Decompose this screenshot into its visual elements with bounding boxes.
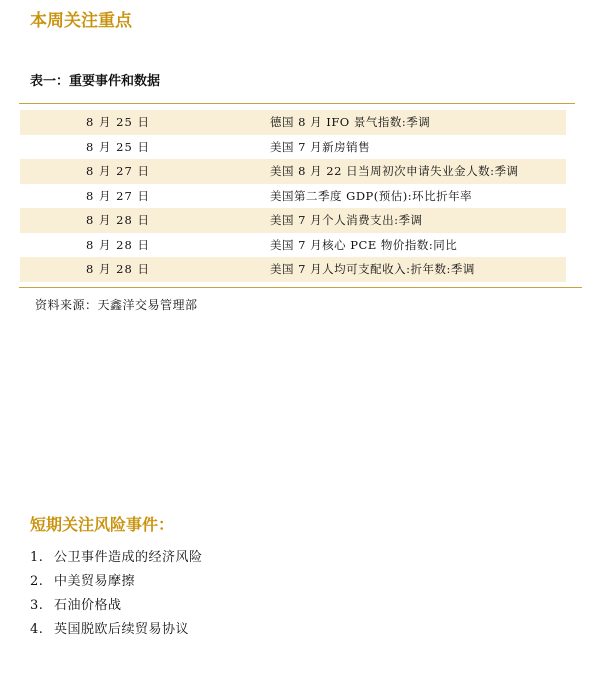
event-date: 8 月 28 日	[86, 237, 150, 252]
table-row	[20, 208, 566, 233]
event-name: 美国 8 月 22 日当周初次申请失业金人数:季调	[270, 164, 519, 178]
event-date: 8 月 27 日	[86, 164, 150, 178]
list-item	[30, 571, 203, 595]
list-item-number: 1.	[30, 550, 44, 565]
event-name: 美国 7 月人均可支配收入:折年数:季调	[270, 262, 475, 276]
list-item-text: 中美贸易摩擦	[54, 574, 136, 589]
list-item	[30, 619, 203, 643]
list-item-number: 4.	[30, 622, 44, 637]
list-item-number: 3.	[30, 598, 44, 613]
event-name: 美国 7 月个人消费支出:季调	[270, 213, 423, 227]
risk-list	[30, 547, 203, 643]
event-date: 8 月 28 日	[86, 213, 150, 227]
table-row	[20, 233, 566, 258]
event-date: 8 月 25 日	[86, 115, 150, 129]
event-name: 美国 7 月新房销售	[270, 139, 371, 154]
event-name: 德国 8 月 IFO 景气指数:季调	[270, 115, 431, 129]
list-item	[30, 547, 203, 571]
event-name: 美国 7 月核心 PCE 物价指数:同比	[270, 237, 458, 252]
list-item-text: 英国脱欧后续贸易协议	[54, 622, 190, 637]
list-item	[30, 595, 203, 619]
table-top-rule	[19, 103, 575, 104]
risk-section-title: 短期关注风险事件：	[30, 515, 175, 534]
events-table	[20, 110, 566, 282]
table-row	[20, 135, 566, 160]
table-row	[20, 257, 566, 282]
event-date: 8 月 27 日	[86, 188, 150, 203]
table-bottom-rule	[19, 287, 582, 288]
page-title: 本周关注重点	[30, 11, 132, 31]
event-date: 8 月 25 日	[86, 139, 150, 154]
list-item-text: 石油价格战	[54, 598, 122, 613]
event-name: 美国第二季度 GDP(预估):环比折年率	[270, 188, 473, 203]
list-item-number: 2.	[30, 574, 44, 589]
table-row	[20, 159, 566, 184]
event-date: 8 月 28 日	[86, 262, 150, 276]
source-note: 资料来源：天鑫洋交易管理部	[35, 298, 198, 312]
table-caption: 表一：重要事件和数据	[30, 74, 161, 89]
table-row	[20, 184, 566, 209]
table-row	[20, 110, 566, 135]
list-item-text: 公卫事件造成的经济风险	[54, 550, 203, 565]
